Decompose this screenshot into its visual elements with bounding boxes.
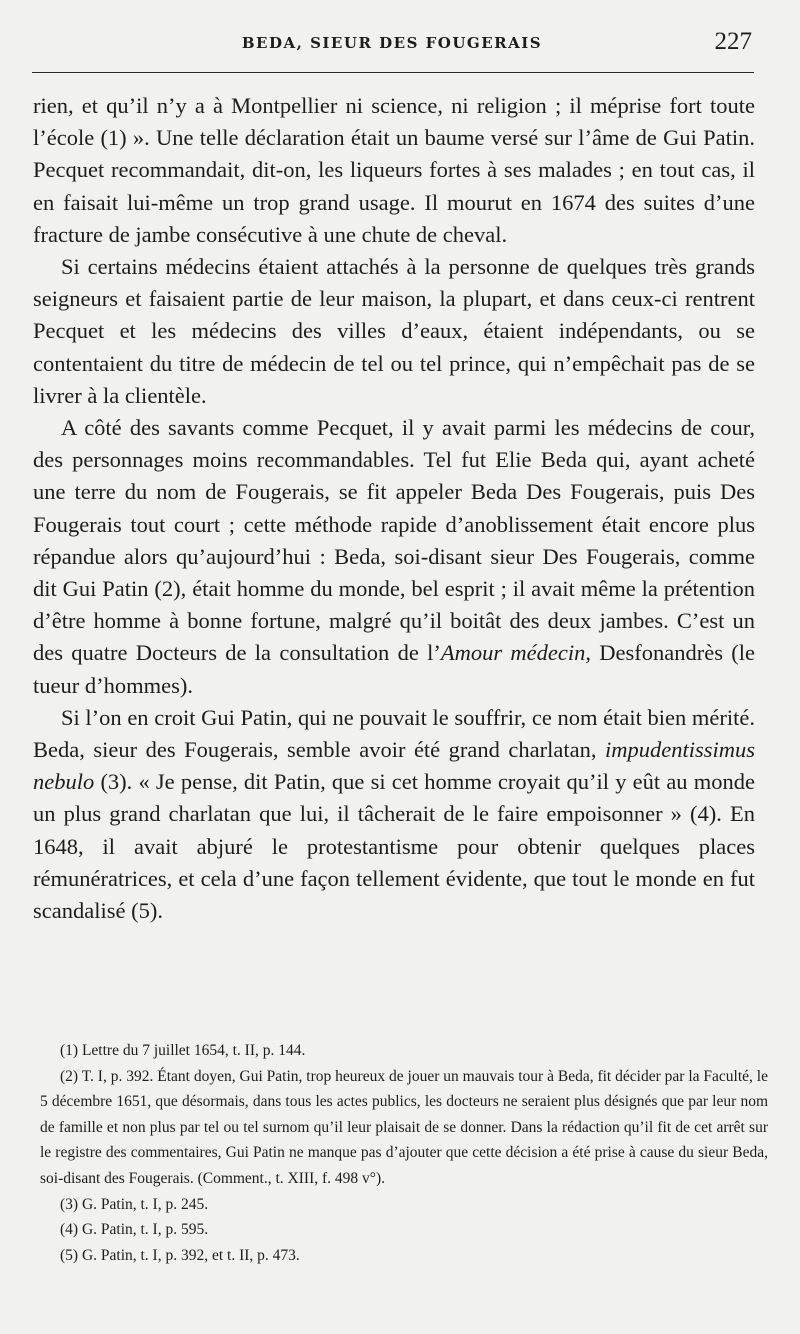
paragraph-2: Si certains médecins étaient attachés à la personne de quelques très grands seigneurs et faisaient partie de leur maison, la plupart, et dans ceux-ci rentrent Pecquet et les médecins des villes d’eaux, étaient indépendants, ou se contentaient du titre de médecin de tel ou tel prince, qui n’empêchait pas de se livrer à la clientèle.	[33, 254, 755, 408]
footnotes	[40, 1038, 768, 1268]
paragraph-1: rien, et qu’il n’y a à Montpellier ni science, ni religion ; il méprise fort toute l’école (1) ». Une telle déclaration était un baume versé sur l’âme de Gui Patin. Pecquet recommandait, dit-on, les liqueurs fortes à ses malades ; en tout cas, il en faisait lui-même un trop grand usage. Il mourut en 1674 des suites d’une fracture de jambe consécutive à une chute de cheval.	[33, 93, 755, 247]
footnote-1: (1) Lettre du 7 juillet 1654, t. II, p. 144.	[60, 1042, 306, 1059]
paragraph-3	[33, 412, 755, 702]
footnote-2: (2) T. I, p. 392. Étant doyen, Gui Patin, trop heureux de jouer un mauvais tour à Beda, fit décider par la Faculté, le 5 décembre 1651, que désormais, dans tous les actes publics, les docteurs ne seraient plus désignés que par leur nom de famille et non plus par tel ou tel surnom qu’il leur plaisait de se donner. Dans la rédaction qu’il fit de cet arrêt sur le registre des commentaires, Gui Patin ne manque pas d’ajouter que cette décision a été prise à cause du sieur Beda, soi-disant des Fougerais. (Comment., t. XIII, f. 498 v°).	[40, 1067, 768, 1187]
footnote-4: (4) G. Patin, t. I, p. 595.	[60, 1221, 209, 1239]
paragraph-4-text-b: (3). « Je pense, dit Patin, que si cet homme croyait qu’il y eût au monde un plus grand charlatan que lui, il tâcherait de le faire empoisonner » (4). En 1648, il avait abjuré le protestantisme pour obtenir quelques places rémunératrices, et cela d’une façon tellement évidente, que tout le monde en fut scandalisé (5).	[33, 769, 755, 924]
work-title-italic: Amour médecin	[440, 640, 586, 666]
page-header	[32, 26, 752, 66]
header-rule	[32, 72, 754, 73]
running-title: BEDA, SIEUR DES FOUGERAIS	[241, 34, 543, 52]
footnote-3: (3) G. Patin, t. I, p. 245.	[60, 1195, 209, 1213]
main-text	[33, 90, 755, 927]
latin-phrase-italic: impudentissimus nebulo	[33, 737, 755, 795]
paragraph-4	[33, 702, 755, 927]
footnote-5: (5) G. Patin, t. I, p. 392, et t. II, p. 473.	[60, 1246, 300, 1264]
page-number: 227	[714, 28, 752, 55]
paragraph-4-text-a: Si l’on en croit Gui Patin, qui ne pouvait le souffrir, ce nom était bien mérité. Beda, sieur des Fougerais, semble avoir été grand charlatan,	[33, 704, 755, 763]
paragraph-3-text-b: , Desfonandrès (le tueur d’hommes).	[33, 640, 756, 698]
paragraph-3-text-a: A côté des savants comme Pecquet, il y avait parmi les médecins de cour, des personnages moins recommandables. Tel fut Elie Beda qui, ayant acheté une terre du nom de Fougerais, se fit appeler Beda Des Fougerais, puis Des Fougerais tout court ; cette méthode rapide d’anoblissement était encore plus répandue alors qu’aujourd’hui : Beda, soi-disant sieur Des Fougerais, comme dit Gui Patin (2), était homme du monde, bel esprit ; il avait même la prétention d’être homme à bonne fortune, malgré qu’il boitât des deux jambes. C’est un des quatre Docteurs de la consultation de l’	[33, 415, 755, 666]
